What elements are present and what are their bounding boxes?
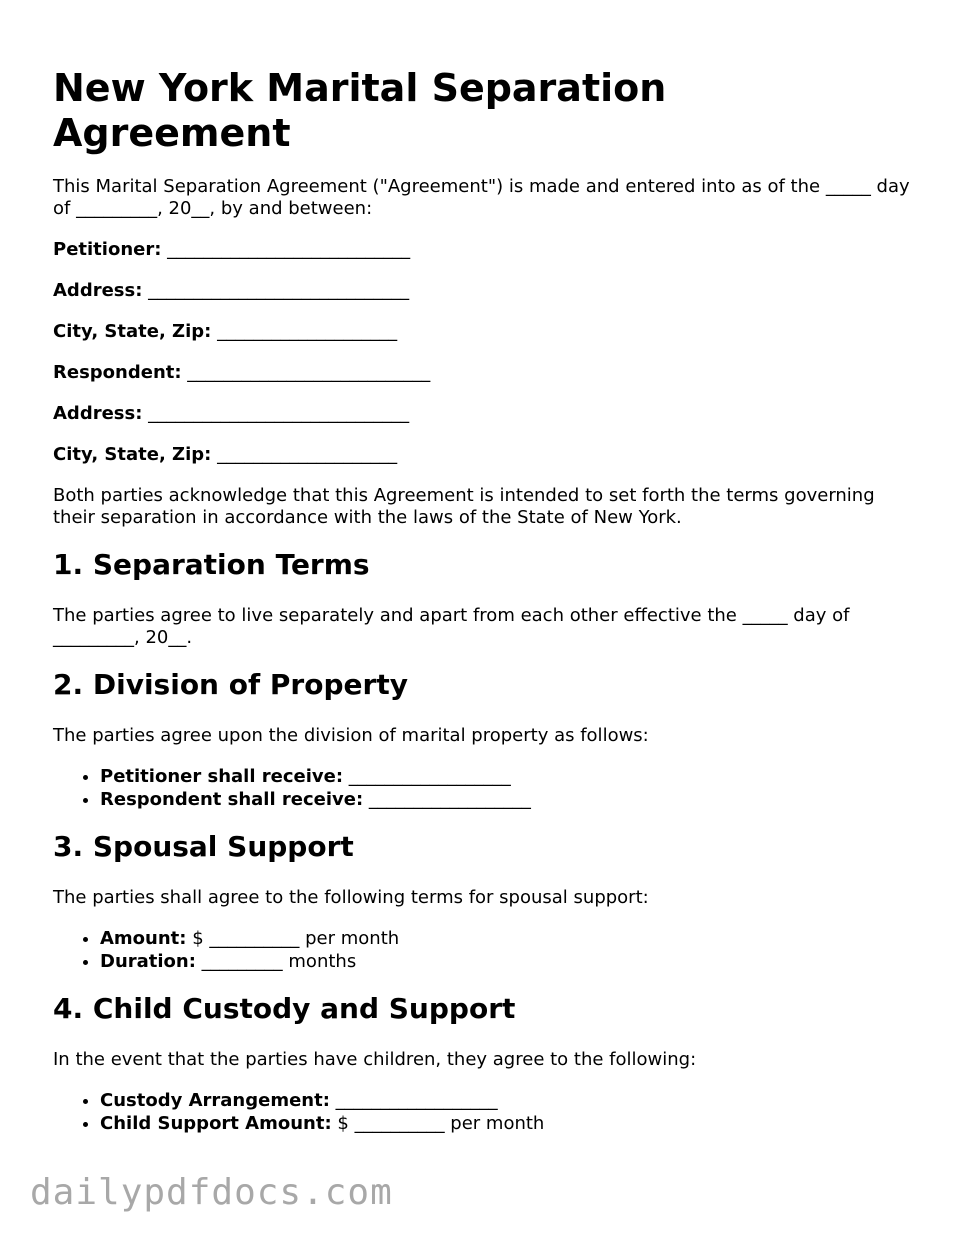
field-blank: ___________________________	[187, 362, 431, 383]
field-blank: _____________________________	[148, 403, 410, 424]
section-heading-spousal-support: 3. Spousal Support	[53, 830, 354, 863]
item-blank: _________ months	[201, 950, 357, 972]
field-label: Respondent:	[53, 362, 182, 383]
respondent-city-field	[53, 444, 913, 466]
field-blank: ____________________	[217, 444, 398, 465]
item-label: Respondent shall receive:	[100, 788, 364, 810]
list-item	[100, 951, 913, 974]
document-title: New York Marital Separation Agreement	[53, 66, 667, 155]
field-label: Address:	[53, 280, 143, 301]
section-heading-separation-terms: 1. Separation Terms	[53, 548, 370, 581]
section-text: In the event that the parties have children, they agree to the following:	[53, 1049, 697, 1070]
property-list	[53, 766, 913, 811]
section-heading-child-custody: 4. Child Custody and Support	[53, 992, 516, 1025]
acknowledgement-paragraph: Both parties acknowledge that this Agreement is intended to set forth the terms governing their separation in accordance with the laws of the State of New York.	[53, 485, 875, 528]
list-item	[100, 1090, 913, 1113]
item-label: Duration:	[100, 950, 196, 972]
field-blank: ____________________	[217, 321, 398, 342]
list-item	[100, 766, 913, 789]
petitioner-address-field	[53, 280, 913, 302]
field-blank: ___________________________	[167, 239, 411, 260]
item-blank: __________________	[348, 766, 511, 787]
item-blank: $ __________ per month	[337, 1112, 545, 1134]
petitioner-field	[53, 239, 913, 261]
item-label: Petitioner shall receive:	[100, 766, 344, 787]
document-page	[53, 66, 913, 1154]
item-blank: __________________	[368, 788, 531, 810]
section-heading-division-of-property: 2. Division of Property	[53, 668, 408, 701]
field-label: City, State, Zip:	[53, 444, 212, 465]
child-custody-list	[53, 1090, 913, 1135]
section-text: The parties agree upon the division of marital property as follows:	[53, 725, 649, 746]
section-text: The parties agree to live separately and apart from each other effective the _____ day of _________, 20__.	[53, 605, 850, 648]
item-label: Custody Arrangement:	[100, 1090, 330, 1111]
item-label: Child Support Amount:	[100, 1112, 332, 1134]
spousal-support-list	[53, 928, 913, 973]
petitioner-city-field	[53, 321, 913, 343]
list-item	[100, 1113, 913, 1136]
respondent-field	[53, 362, 913, 384]
item-blank: __________________	[335, 1090, 498, 1111]
respondent-address-field	[53, 403, 913, 425]
list-item	[100, 928, 913, 951]
intro-paragraph: This Marital Separation Agreement ("Agreement") is made and entered into as of the _____ day of _________, 20__, by and between:	[53, 176, 910, 219]
watermark: dailypdfdocs.com	[30, 1172, 393, 1213]
item-blank: $ __________ per month	[192, 928, 400, 949]
item-label: Amount:	[100, 928, 187, 949]
field-label: Address:	[53, 403, 143, 424]
field-blank: _____________________________	[148, 280, 410, 301]
field-label: City, State, Zip:	[53, 321, 212, 342]
section-text: The parties shall agree to the following terms for spousal support:	[53, 887, 649, 908]
list-item	[100, 789, 913, 812]
field-label: Petitioner:	[53, 239, 162, 260]
